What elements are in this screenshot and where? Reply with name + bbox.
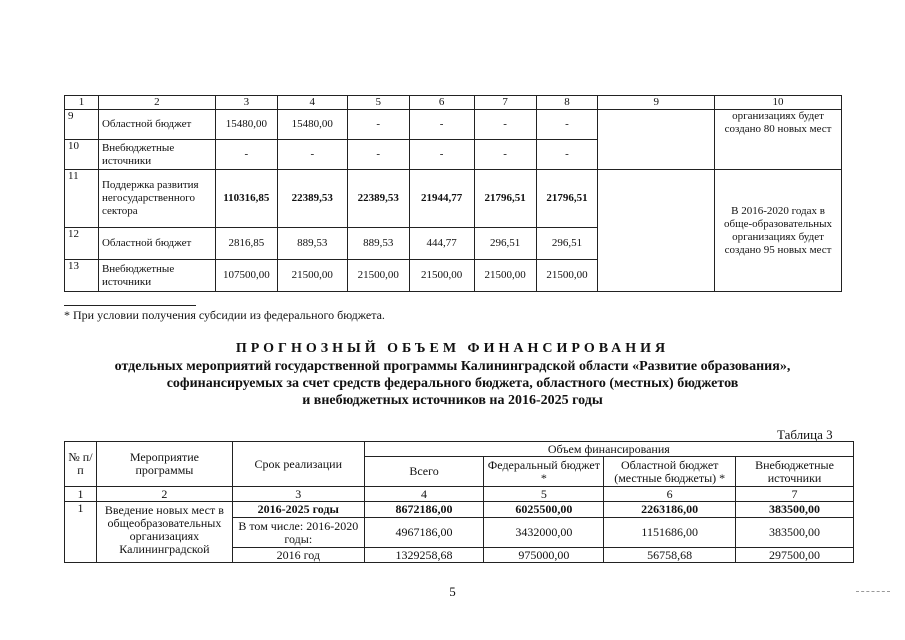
value-cell: 56758,68 — [604, 548, 736, 563]
column-number: 6 — [604, 487, 736, 502]
value-cell: - — [474, 140, 536, 170]
value-cell: 21796,51 — [474, 170, 536, 228]
row-name: Внебюджетные источники — [98, 140, 215, 170]
period-cell: 2016 год — [232, 548, 364, 563]
header-cell: 10 — [715, 96, 842, 110]
header-cell: 7 — [474, 96, 536, 110]
table-label: Таблица 3 — [777, 427, 833, 442]
period-cell: В том числе: 2016-2020 годы: — [232, 518, 364, 548]
empty-cell — [598, 110, 715, 170]
value-cell: 110316,85 — [215, 170, 277, 228]
event-name: Введение новых мест в общеобразовательных организациях Калининградской — [96, 502, 232, 563]
value-cell: 8672186,00 — [364, 502, 484, 518]
header-period: Срок реализации — [232, 442, 364, 487]
value-cell: 21500,00 — [277, 260, 347, 292]
row-name: Областной бюджет — [98, 228, 215, 260]
header-cell: 9 — [598, 96, 715, 110]
value-cell: 21796,51 — [536, 170, 598, 228]
table-row — [65, 502, 854, 518]
value-cell: 15480,00 — [215, 110, 277, 140]
header-total: Всего — [364, 457, 484, 487]
header-cell: 3 — [215, 96, 277, 110]
section-title: ПРОГНОЗНЫЙ ОБЪЕМ ФИНАНСИРОВАНИЯ — [235, 341, 670, 356]
value-cell: 15480,00 — [277, 110, 347, 140]
value-cell: 4967186,00 — [364, 518, 484, 548]
value-cell: 975000,00 — [484, 548, 604, 563]
value-cell: 296,51 — [474, 228, 536, 260]
value-cell: 22389,53 — [277, 170, 347, 228]
value-cell: 21500,00 — [347, 260, 409, 292]
value-cell: - — [536, 110, 598, 140]
footnote-divider — [64, 305, 196, 306]
result-note: В 2016-2020 годах в обще-образовательных организациях будет создано 95 новых мест — [715, 170, 842, 292]
value-cell: 2816,85 — [215, 228, 277, 260]
value-cell: 6025500,00 — [484, 502, 604, 518]
value-cell: 383500,00 — [736, 502, 854, 518]
section-subtitle-line: софинансируемых за счет средств федерального бюджета, областного (местных) бюджетов — [166, 376, 739, 391]
header-cell: 2 — [98, 96, 215, 110]
result-note: организациях будет создано 80 новых мест — [715, 110, 842, 170]
header-number: № п/п — [65, 442, 97, 487]
row-number: 10 — [65, 140, 99, 170]
value-cell: - — [277, 140, 347, 170]
value-cell: - — [215, 140, 277, 170]
header-cell: 5 — [347, 96, 409, 110]
value-cell: 1329258,68 — [364, 548, 484, 563]
page-number: 5 — [449, 584, 456, 599]
row-number: 11 — [65, 170, 99, 228]
section-subtitle-line: и внебюджетных источников на 2016-2025 годы — [302, 393, 603, 408]
row-number: 1 — [65, 502, 97, 563]
column-number: 7 — [736, 487, 854, 502]
header-federal: Федеральный бюджет * — [484, 457, 604, 487]
value-cell: 3432000,00 — [484, 518, 604, 548]
header-regional: Областной бюджет (местные бюджеты) * — [604, 457, 736, 487]
row-number: 12 — [65, 228, 99, 260]
value-cell: - — [347, 110, 409, 140]
row-name: Внебюджетные источники — [98, 260, 215, 292]
value-cell: - — [409, 140, 474, 170]
header-event: Мероприятие программы — [96, 442, 232, 487]
column-number: 3 — [232, 487, 364, 502]
header-cell: 6 — [409, 96, 474, 110]
header-cell: 8 — [536, 96, 598, 110]
value-cell: 444,77 — [409, 228, 474, 260]
value-cell: 21500,00 — [409, 260, 474, 292]
funding-table-continued — [64, 95, 842, 292]
value-cell: 383500,00 — [736, 518, 854, 548]
period-cell: 2016-2025 годы — [232, 502, 364, 518]
value-cell: - — [536, 140, 598, 170]
header-volume: Объем финансирования — [364, 442, 853, 457]
empty-cell — [598, 170, 715, 292]
header-extra: Внебюджетные источники — [736, 457, 854, 487]
row-name: Поддержка развития негосударственного сектора — [98, 170, 215, 228]
page-edge-mark — [856, 591, 890, 592]
value-cell: 889,53 — [277, 228, 347, 260]
row-name: Областной бюджет — [98, 110, 215, 140]
table-row — [65, 110, 842, 140]
header-cell: 1 — [65, 96, 99, 110]
funding-volume-table — [64, 441, 854, 563]
column-number: 5 — [484, 487, 604, 502]
value-cell: 21500,00 — [536, 260, 598, 292]
value-cell: 21500,00 — [474, 260, 536, 292]
value-cell: 297500,00 — [736, 548, 854, 563]
row-number: 13 — [65, 260, 99, 292]
column-number: 1 — [65, 487, 97, 502]
value-cell: 1151686,00 — [604, 518, 736, 548]
column-number: 2 — [96, 487, 232, 502]
header-row — [65, 442, 854, 457]
value-cell: 296,51 — [536, 228, 598, 260]
footnote: * При условии получения субсидии из федерального бюджета. — [64, 308, 385, 322]
header-row — [65, 96, 842, 110]
value-cell: - — [474, 110, 536, 140]
value-cell: 889,53 — [347, 228, 409, 260]
column-number-row — [65, 487, 854, 502]
table-row — [65, 170, 842, 228]
value-cell: - — [347, 140, 409, 170]
section-subtitle-line: отдельных мероприятий государственной программы Калининградской области «Развитие образования», — [114, 359, 791, 374]
value-cell: - — [409, 110, 474, 140]
column-number: 4 — [364, 487, 484, 502]
value-cell: 21944,77 — [409, 170, 474, 228]
value-cell: 22389,53 — [347, 170, 409, 228]
value-cell: 2263186,00 — [604, 502, 736, 518]
value-cell: 107500,00 — [215, 260, 277, 292]
row-number: 9 — [65, 110, 99, 140]
header-cell: 4 — [277, 96, 347, 110]
